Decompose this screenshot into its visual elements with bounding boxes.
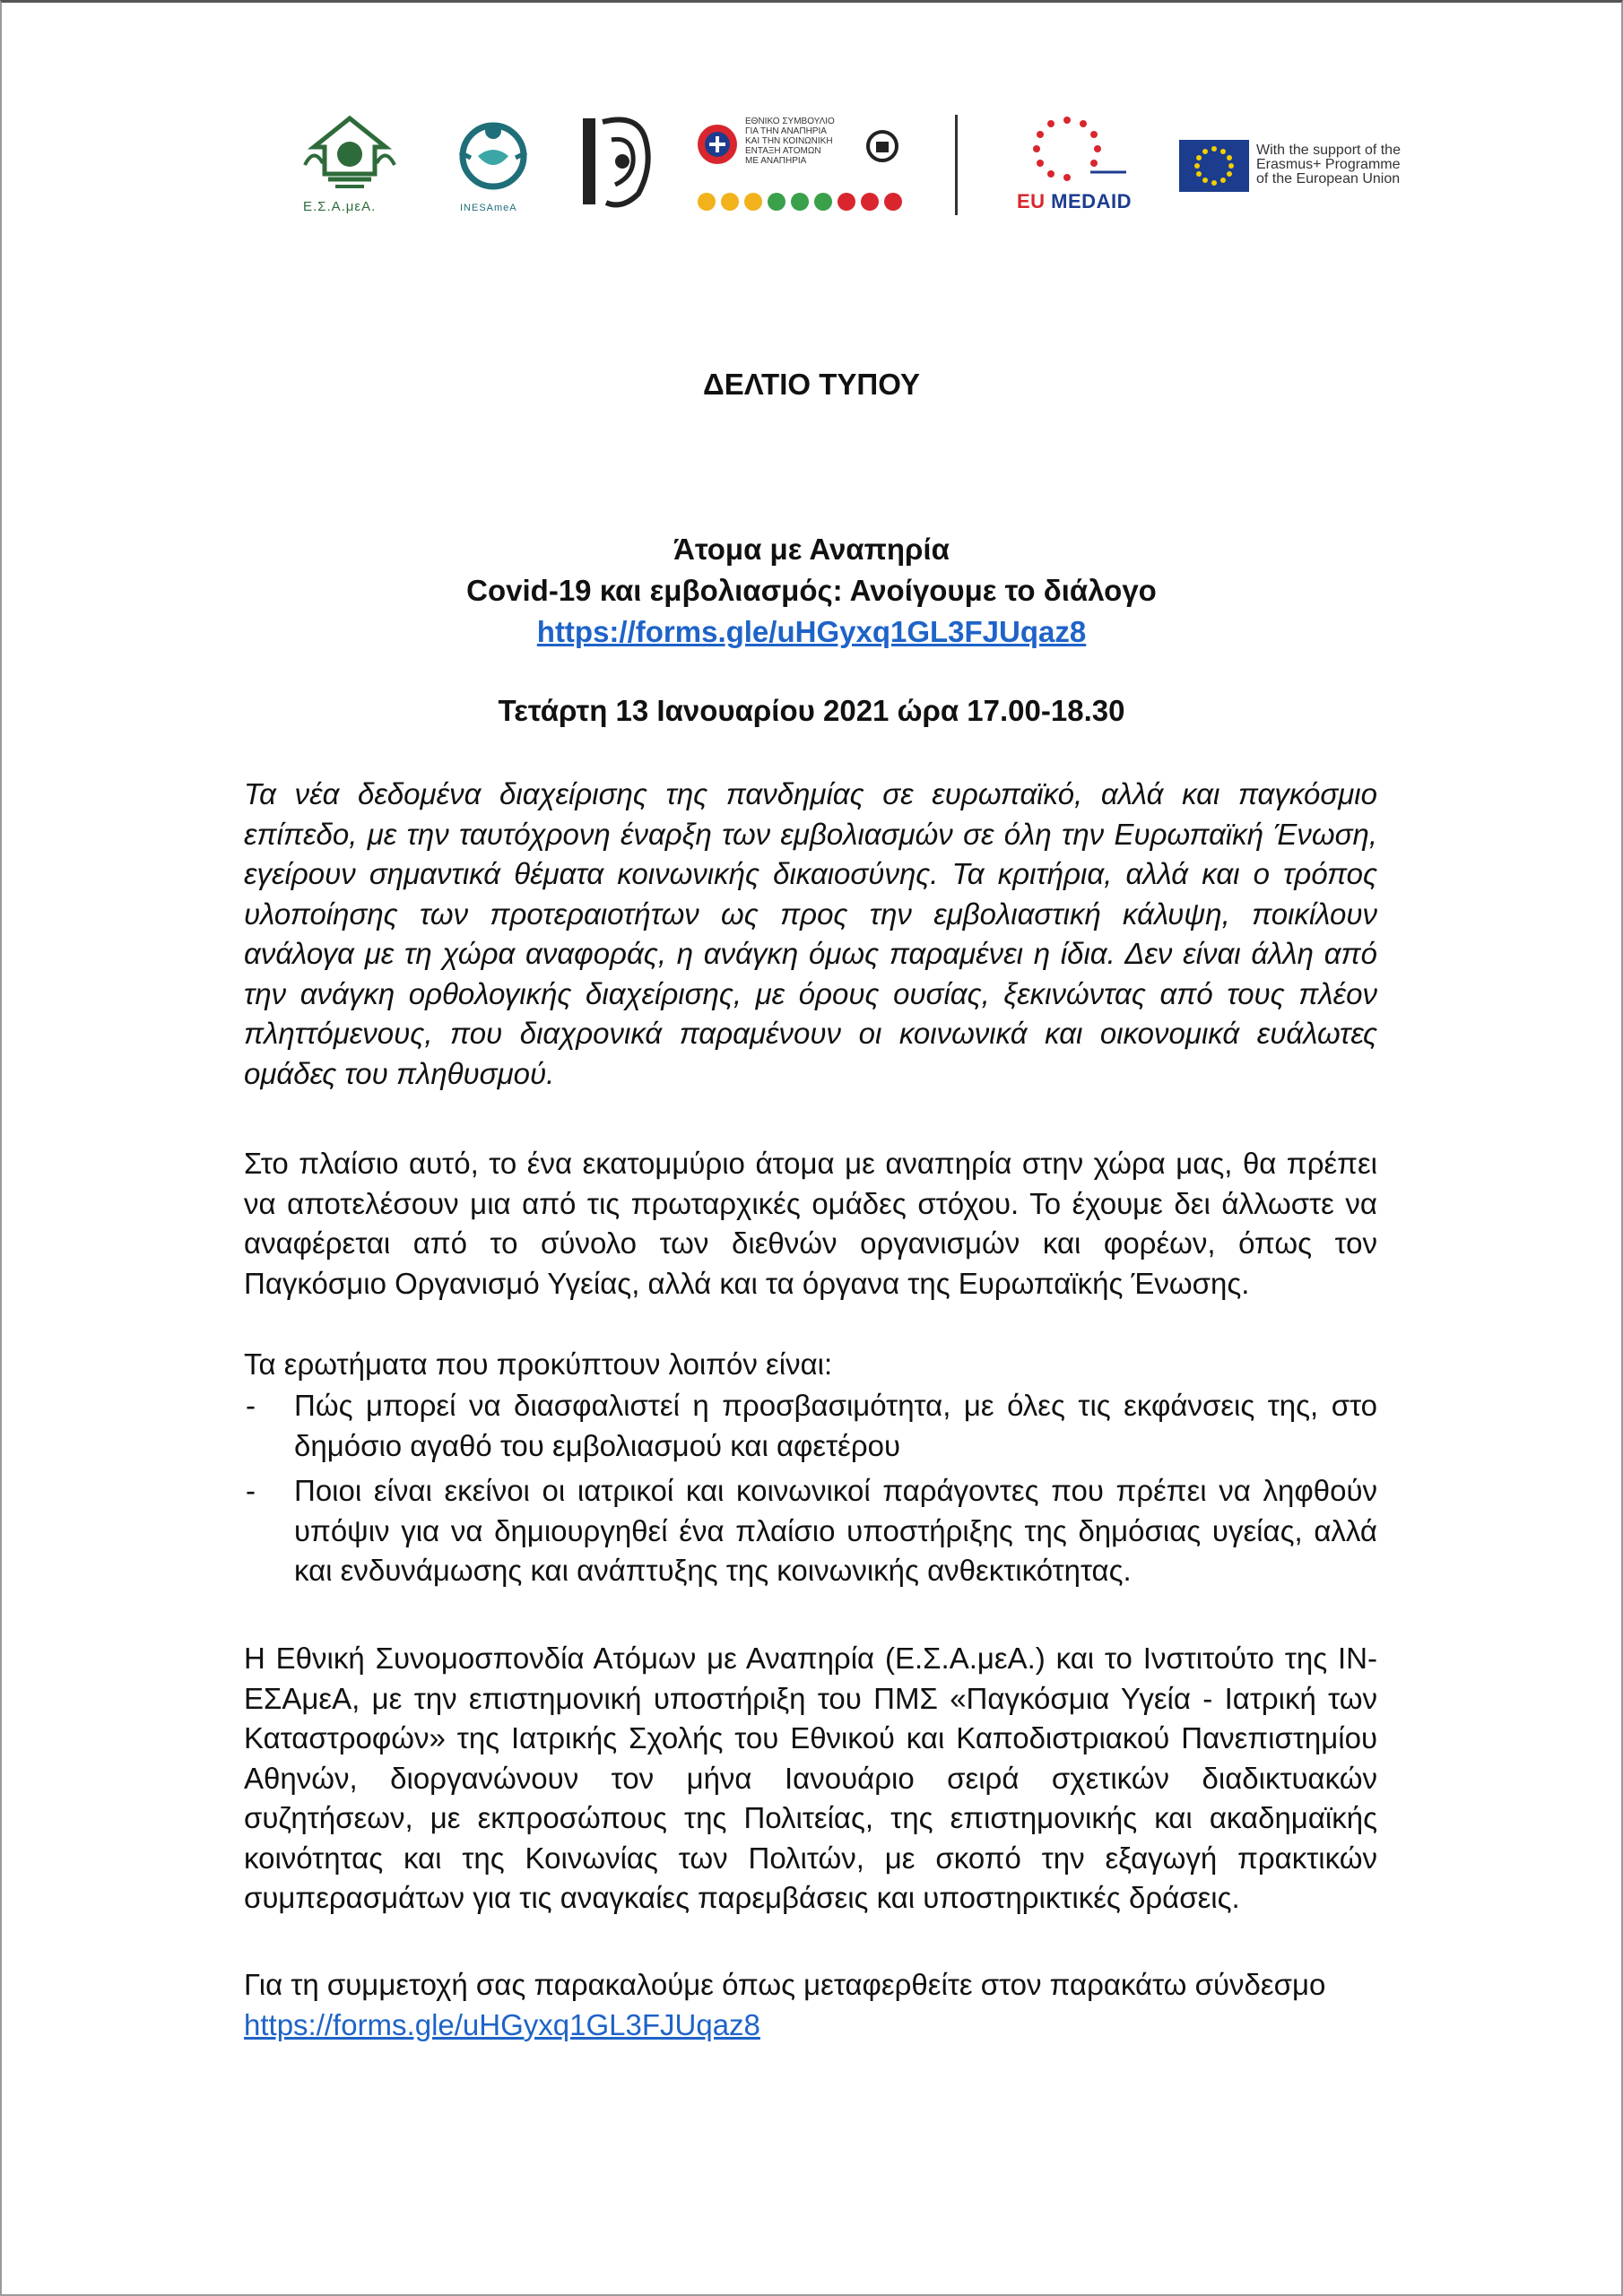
closing-block: [244, 1965, 1410, 2045]
event-subtitle-1: Άτομα με Αναπηρία: [673, 533, 950, 566]
eu-erasmus-logo: [1179, 140, 1430, 203]
eu-caption: With the support of the Erasmus+ Programme of the European Union: [1256, 143, 1401, 186]
institute-logo: [453, 117, 534, 220]
esamea-caption: Ε.Σ.Α.μεΑ.: [303, 199, 377, 214]
event-link-line: [0, 611, 1623, 653]
closing-registration-link[interactable]: https://forms.gle/uHGyxq1GL3FJUqaz8: [244, 2007, 760, 2041]
questions-intro: Τα ερωτήματα που προκύπτουν λοιπόν είναι:: [244, 1347, 833, 1381]
logo-divider: [955, 115, 958, 215]
questions-list: [244, 1386, 1377, 1597]
event-subtitle-2: Covid-19 και εμβολιασμός: Ανοίγουμε το διάλογο: [466, 574, 1157, 607]
event-date: Τετάρτη 13 Ιανουαρίου 2021 ώρα 17.00-18.30: [498, 694, 1125, 727]
medaid-star-ring-icon: [1004, 115, 1130, 186]
list-item: [244, 1386, 1377, 1466]
paragraph-intro: Τα νέα δεδομένα διαχείρισης της πανδημίας σε ευρωπαϊκό, αλλά και παγκόσμιο επίπεδο, με την ταυτόχρονη έναρξη των εμβολιασμών σε όλη την Ευρωπαϊκή Ένωση, εγείρουν σημαντικά θέματα κοινωνικής δικαιοσύνης. Τα κριτήρια, αλλά και ο τρόπος υλοποίησης των προτεραιοτήτων ως προς την εμβολιαστική κάλυψη, ποικίλουν ανάλογα με τη χώρα αναφοράς, η ανάγκη όμως παραμένει η ίδια. Δεν είναι άλλη από την ανάγκη ορθολογικής διαχείρισης, με όρους ουσίας, ξεκινώντας από τους πλέον πληττόμενους, που διαχρονικά παραμένουν οι κοινωνικά και οικονομικά ευάλωτες ομάδες του πληθυσμού.: [244, 777, 1377, 1090]
bullet-dash: -: [246, 1389, 256, 1422]
bullet-dash: -: [246, 1474, 256, 1507]
disability-council-logo: [695, 117, 910, 215]
list-item-text: Πώς μπορεί να διασφαλιστεί η προσβασιμότητα, με όλες τις εκφάνσεις της, στο δημόσιο αγαθό του εμβολιασμού και αφετέρου: [294, 1389, 1377, 1462]
esamea-logo: [296, 111, 404, 219]
eu-flag-icon: [1179, 140, 1249, 192]
list-item: [244, 1471, 1377, 1591]
university-seal: [576, 113, 656, 212]
paragraph-context: Στο πλαίσιο αυτό, το ένα εκατομμύριο άτομα με αναπηρία στην χώρα μας, θα πρέπει να αποτελέσουν μια από τις πρωταρχικές ομάδες στόχου. Το έχουμε δει άλλωστε να αναφέρεται από το σύνολο των διεθνών οργανισμών και φορέων, όπως τον Παγκόσμιο Οργανισμό Υγείας, αλλά και τα όργανα της Ευρωπαϊκής Ένωσης.: [244, 1147, 1377, 1300]
institute-caption: INESAmeA: [460, 203, 517, 213]
event-heading: [0, 529, 1623, 653]
eu-medaid-logo: [1004, 115, 1130, 222]
colored-dots-row: [695, 190, 910, 213]
medaid-label: EU MEDAID: [1017, 190, 1132, 212]
paragraph-organizers: Η Εθνική Συνομοσπονδία Ατόμων με Αναπηρία (Ε.Σ.Α.μεΑ.) και το Ινστιτούτο της ΙΝ-ΕΣΑμεΑ, με την επιστημονική υποστήριξη του ΠΜΣ «Παγκόσμια Υγεία - Ιατρική των Καταστροφών» της Ιατρικής Σχολής του Εθνικού και Καποδιστριακού Πανεπιστημίου Αθηνών, διοργανώνουν τον μήνα Ιανουάριο σειρά σχετικών διαδικτυακών συζητήσεων, με εκπροσώπους της Πολιτείας, της επιστημονικής και ακαδημαϊκής κοινότητας και της Κοινωνίας των Πολιτών, με σκοπό την εξαγωγή πρακτικών συμπερασμάτων για τις αναγκαίες παρεμβάσεις και υποστηρικτικές δράσεις.: [244, 1642, 1377, 1914]
logo-strip: [296, 108, 1426, 224]
closing-text: Για τη συμμετοχή σας παρακαλούμε όπως μεταφερθείτε στον παρακάτω σύνδεσμο: [244, 1968, 1326, 2001]
registration-link[interactable]: https://forms.gle/uHGyxq1GL3FJUqaz8: [536, 615, 1087, 648]
list-item-text: Ποιοι είναι εκείνοι οι ιατρικοί και κοινωνικοί παράγοντες που πρέπει να ληφθούν υπόψιν για να δημιουργηθεί ένα πλαίσιο υποστήριξης της δημόσιας υγείας, αλλά και ενδυνάμωσης και ανάπτυξης της κοινωνικής ανθεκτικότητας.: [294, 1474, 1377, 1587]
document-title: ΔΕΛΤΙΟ ΤΥΠΟΥ: [703, 368, 920, 401]
council-text: ΕΘΝΙΚΟ ΣΥΜΒΟΥΛΙΟ ΓΙΑ ΤΗΝ ΑΝΑΠΗΡΙΑ ΚΑΙ ΤΗΝ ΚΟΙΝΩΝΙΚΗ ΕΝΤΑΞΗ ΑΤΟΜΩΝ ΜΕ ΑΝΑΠΗΡΙΑ: [745, 117, 835, 166]
